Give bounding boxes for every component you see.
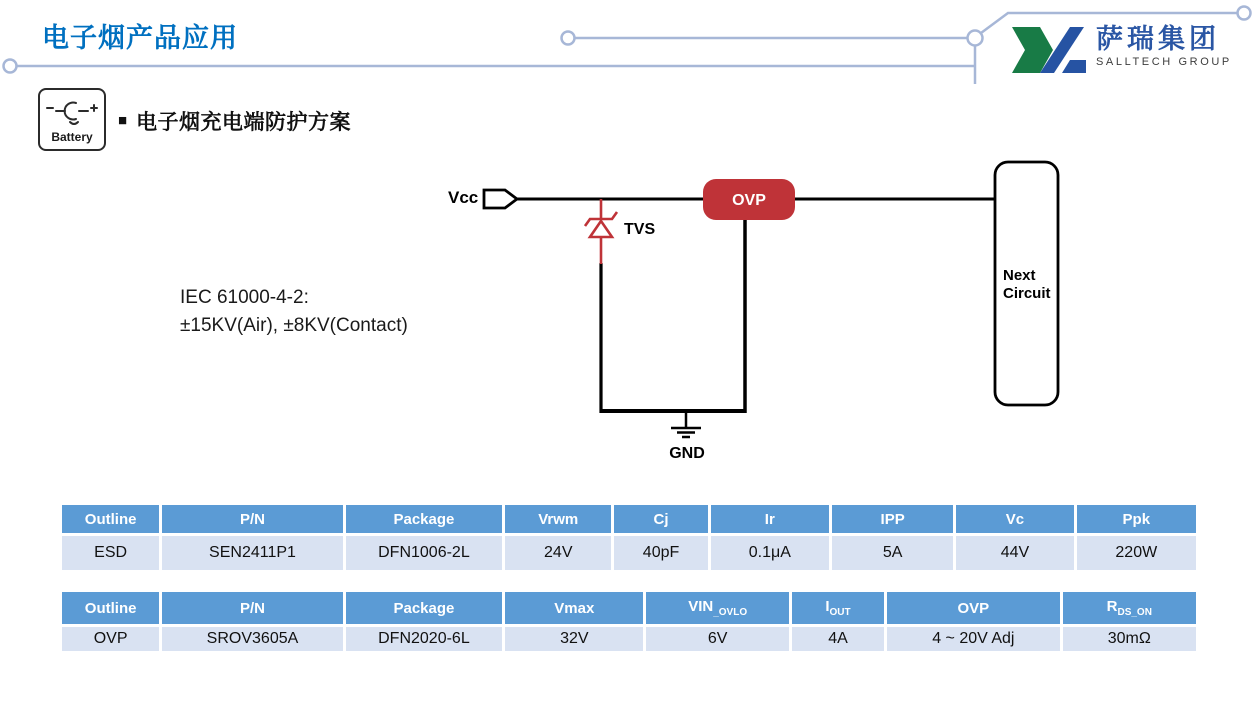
esd-cell-package: DFN1006-2L: [344, 535, 503, 572]
iec-note-line2: ±15KV(Air), ±8KV(Contact): [180, 315, 408, 336]
ovp-header-package: Package: [344, 591, 503, 626]
esd-header-package: Package: [344, 504, 503, 535]
ovp-table-header-row: [61, 591, 1198, 626]
ovp-cell-iout: 4A: [790, 626, 885, 653]
company-logo: [1010, 24, 1250, 80]
ovp-cell-vmax: 32V: [504, 626, 645, 653]
esd-table-header-row: [61, 504, 1198, 535]
esd-header-cj: Cj: [613, 504, 709, 535]
iec-note-line1: IEC 61000-4-2:: [180, 287, 309, 308]
tvs-diode-icon: [585, 199, 617, 264]
iec-standard-note: [180, 284, 408, 340]
ovp-header-vin-ovlo: $VIN_{\_OVLO}$: [645, 591, 790, 626]
next-circuit-label-line2: Circuit: [1003, 285, 1051, 302]
section-heading-text: 电子烟充电端防护方案: [136, 111, 352, 134]
esd-cell-ppk: 220W: [1075, 535, 1197, 572]
esd-cell-vrwm: 24V: [504, 535, 613, 572]
esd-table-data-row: [61, 535, 1198, 572]
ovp-cell-ovp: 4 ~ 20V Adj: [886, 626, 1061, 653]
ovp-cell-rds-on: 30mΩ: [1061, 626, 1197, 653]
ovp-cell-package: DFN2020-6L: [344, 626, 503, 653]
ovp-cell-pn: SROV3605A: [161, 626, 344, 653]
esd-header-vrwm: Vrwm: [504, 504, 613, 535]
esd-header-ipp: IPP: [830, 504, 954, 535]
section-heading: [118, 106, 351, 136]
battery-icon-label: Battery: [51, 130, 93, 144]
ovp-header-ovp: OVP: [886, 591, 1061, 626]
ovp-block-label: OVP: [732, 192, 766, 209]
ovp-header-iout: $I_{OUT}$: [790, 591, 885, 626]
square-bullet-icon: ■: [118, 112, 128, 129]
vcc-connector-icon: [484, 190, 517, 208]
esd-cell-ir: 0.1μA: [709, 535, 830, 572]
esd-cell-pn: SEN2411P1: [161, 535, 344, 572]
ovp-cell-vin-ovlo: 6V: [645, 626, 790, 653]
battery-icon: [38, 88, 106, 151]
battery-symbol-icon: [40, 90, 104, 130]
next-circuit-label-line1: Next: [1003, 267, 1036, 284]
page-title: 电子烟产品应用: [42, 23, 238, 53]
ovp-header-pn: P/N: [161, 591, 344, 626]
logo-chinese-name: 萨瑞集团: [1096, 24, 1220, 54]
ground-icon: [671, 411, 701, 437]
esd-header-vc: Vc: [955, 504, 1075, 535]
ovp-header-vmax: Vmax: [504, 591, 645, 626]
ovp-cell-outline: OVP: [61, 626, 161, 653]
ovp-header-rds-on: $R_{DS\_ON}$: [1061, 591, 1197, 626]
ovp-spec-table: [59, 589, 1199, 654]
esd-spec-table: [59, 502, 1199, 573]
esd-cell-vc: 44V: [955, 535, 1075, 572]
logo-text: [1096, 24, 1232, 68]
ovp-table-data-row: [61, 626, 1198, 653]
ovp-header-outline: Outline: [61, 591, 161, 626]
tvs-label: TVS: [624, 221, 656, 238]
logo-english-name: SALLTECH GROUP: [1096, 56, 1232, 68]
esd-cell-outline: ESD: [61, 535, 161, 572]
esd-header-pn: P/N: [161, 504, 344, 535]
esd-header-outline: Outline: [61, 504, 161, 535]
vcc-label: Vcc: [448, 188, 479, 207]
esd-cell-ipp: 5A: [830, 535, 954, 572]
esd-header-ppk: Ppk: [1075, 504, 1197, 535]
protection-circuit-diagram: [430, 150, 1080, 480]
esd-cell-cj: 40pF: [613, 535, 709, 572]
salltech-logo-icon: [1010, 24, 1088, 76]
gnd-label: GND: [669, 445, 705, 462]
esd-header-ir: Ir: [709, 504, 830, 535]
